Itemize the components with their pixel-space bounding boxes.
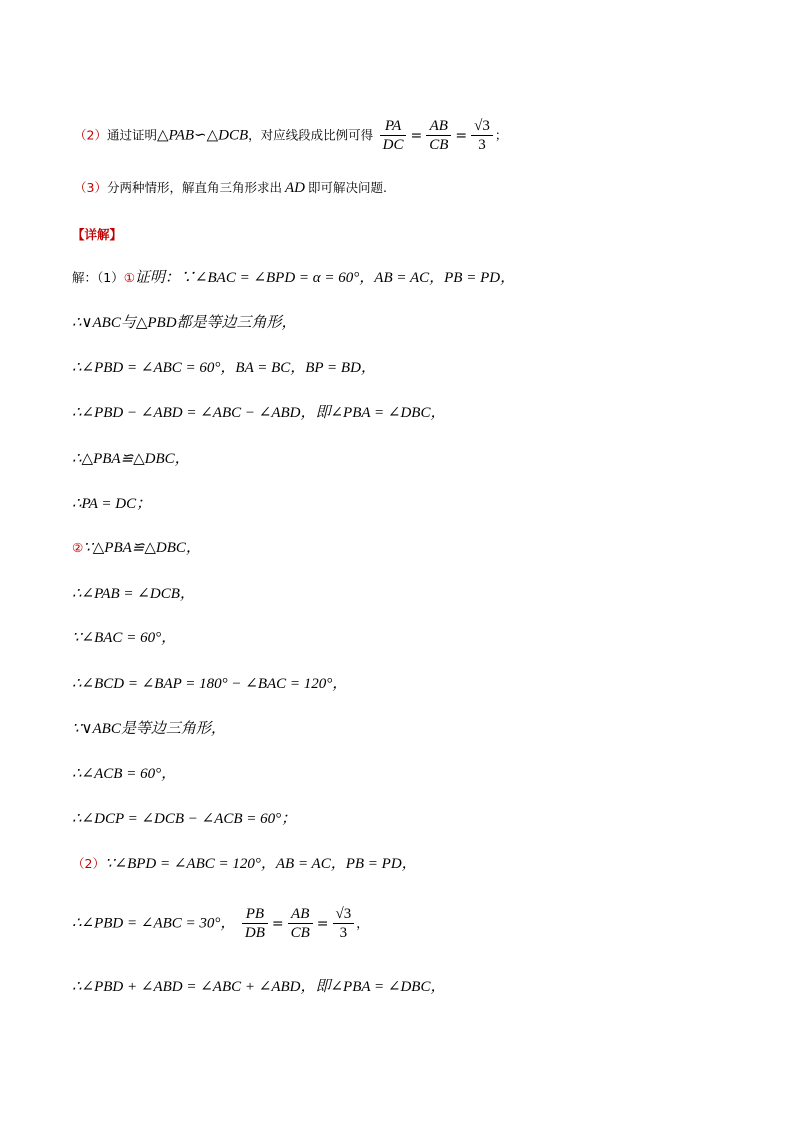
hint-part-3 xyxy=(74,178,387,198)
solution-line: ∴∠PBD − ∠ABD = ∠ABC − ∠ABD，即∠PBA = ∠DBC， xyxy=(72,405,446,421)
hint-math: AD xyxy=(284,180,305,196)
hint-part-2: （2）通过证明△PAB∽△DCB，对应线段成比例可得 $\frac{PA}{DC}$ = $\frac{AB}{CB}$ = $\frac{√3}{3}$ ； xyxy=(74,118,508,153)
circled-number: ② xyxy=(72,540,84,555)
fraction-pa-dc: $\frac{PA}{DC}$ xyxy=(380,117,407,154)
solution-line: ∵∨ABC是等边三角形， xyxy=(72,721,226,737)
hint-text: 通过证明 xyxy=(106,127,157,143)
solution-line: ∴∠PBD + ∠ABD = ∠ABC + ∠ABD，即∠PBA = ∠DBC， xyxy=(72,979,446,995)
solution-line: ∴∠PBD = ∠ABC = 60°，BA = BC，BP = BD， xyxy=(72,360,376,376)
hint-math: △PAB∽△DCB xyxy=(156,127,249,144)
fraction-pb-db: $\frac{PB}{DB}$ xyxy=(242,905,268,942)
hint-text: 分两种情形，解直角三角形求出 xyxy=(106,180,282,195)
section-heading: 【详解】 xyxy=(72,227,123,242)
solution-line: ∵∠BAC = 60°， xyxy=(72,630,177,646)
fraction-ab-cb: $\frac{AB}{CB}$ xyxy=(426,117,451,154)
solution-line: ∴△PBA≌△DBC， xyxy=(72,451,190,467)
solution-line-fractions: ∴∠PBD = ∠ABC = 30°， $\frac{PB}{DB}$ = $\frac{AB}{CB}$ = $\frac{√3}{3}$ ， xyxy=(72,906,369,941)
hint-text: 即可解决问题. xyxy=(307,180,387,195)
solution-line: ∴∠ACB = 60°， xyxy=(72,766,177,782)
fraction-sqrt3-3: $\frac{√3}{3}$ xyxy=(471,117,493,154)
solution-line: ∴∨ABC与△PBD都是等边三角形， xyxy=(72,315,297,331)
solution-line: ∴∠PAB = ∠DCB， xyxy=(72,586,195,602)
solution-line: ∴PA = DC； xyxy=(72,496,152,512)
fraction-ab-cb: $\frac{AB}{CB}$ xyxy=(288,905,313,942)
solution-line: 解：（1）①证明：∵∠BAC = ∠BPD = α = 60°，AB = AC，PB = PD， xyxy=(72,270,516,286)
solution-line: ②∵△PBA≌△DBC， xyxy=(72,540,201,556)
solution-line: （2）∵∠BPD = ∠ABC = 120°，AB = AC，PB = PD， xyxy=(72,856,417,872)
circled-number: ① xyxy=(123,270,135,285)
hint-label: （2） xyxy=(74,127,107,143)
hint-label: （3） xyxy=(74,180,107,195)
solution-line: ∴∠BCD = ∠BAP = 180° − ∠BAC = 120°， xyxy=(72,676,348,692)
solution-line: ∴∠DCP = ∠DCB − ∠ACB = 60°； xyxy=(72,811,297,827)
fraction-sqrt3-3: $\frac{√3}{3}$ xyxy=(333,905,355,942)
hint-text: ，对应线段成比例可得 xyxy=(248,127,374,143)
